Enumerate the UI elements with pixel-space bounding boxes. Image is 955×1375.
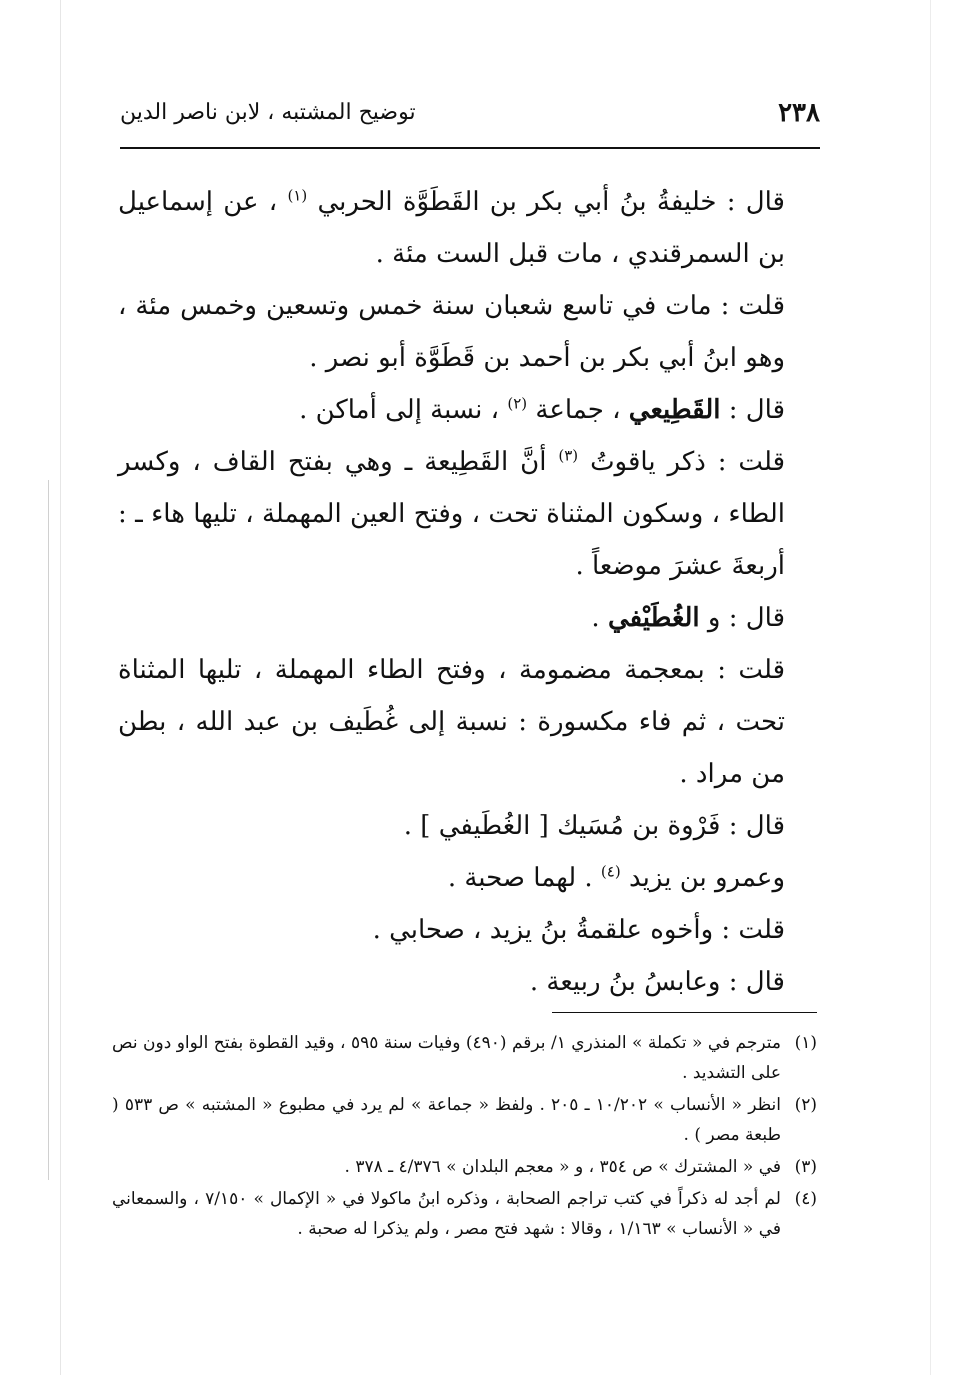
text-run: ، جماعة <box>527 395 629 425</box>
footnote-number: (٤) <box>794 1189 817 1209</box>
footnote-marker: (٣) <box>558 446 579 465</box>
text-run: قال : <box>720 395 785 425</box>
footnote-marker: (٢) <box>507 394 528 413</box>
footnote-text: في « المشترك » ص ٣٥٤ ، و « معجم البلدان » ٤/٣٧٦ ـ ٣٧٨ . <box>344 1157 781 1177</box>
paragraph-4 <box>118 436 817 592</box>
footnote-1 <box>112 1028 817 1088</box>
scan-artifact <box>930 0 931 1375</box>
paragraph-9: قلت : وأخوه علقمةُ بنُ يزيد ، صحابي . <box>372 915 785 945</box>
footnote-text: لم أجد له ذكراً في كتب تراجم الصحابة ، وذكره ابنُ ماكولا في « الإكمال » ٧/١٥٠ ، والسمعاني في « الأنساب » ١/١٦٣ ، وقالا : شهد فتح مصر ، ولم يذكرا له صحبة . <box>112 1189 781 1239</box>
footnote-text: مترجم في « تكملة » المنذري ١/ برقم (٤٩٠) وفيات سنة ٥٩٥ ، وقيد القطوة بفتح الواو دون نص على التشديد . <box>112 1033 781 1083</box>
paragraph-1 <box>118 176 817 280</box>
footnote-number: (١) <box>794 1033 817 1053</box>
text-run: قال : خليفةُ بنُ أبي بكر بن القَطَوَّة الحربي <box>307 187 785 217</box>
text-run: قلت : ذكر ياقوتُ <box>578 447 785 477</box>
paragraph-10: قال : وعابسُ بنُ ربيعة . <box>529 967 785 997</box>
text-run: ، عن إسماعيل بن السمرقندي ، مات قبل الست مئة . <box>118 187 785 269</box>
footnote-marker: (٤) <box>600 862 621 881</box>
scan-artifact <box>48 480 49 1180</box>
paragraph-8 <box>118 852 817 904</box>
footnote-text: انظر « الأنساب » ١٠/٢٠٢ ـ ٢٠٥ . ولفظ « جماعة » لم يرد في مطبوع « المشتبه » ص ٥٣٣ ( طبعة مصر ) . <box>112 1095 781 1145</box>
footnote-4 <box>112 1184 817 1244</box>
paragraph-6: قلت : بمعجمة مضمومة ، وفتح الطاء المهملة ، تليها المثناة تحت ، ثم فاء مكسورة : نسبة إلى غُطَيف بن عبد الله ، بطن من مراد . <box>118 655 785 789</box>
page-number: ٢٣٨ <box>778 98 820 128</box>
footnote-marker: (١) <box>287 186 308 205</box>
paragraph-5 <box>118 592 817 644</box>
text-run: أنَّ القَطِيعة ـ وهي بفتح القاف ، وكسر الطاء ، وسكون المثناة تحت ، وفتح العين المهملة ، تليها هاء ـ : أربعةَ عشرَ موضعاً . <box>118 447 785 581</box>
entry-headword: الغُطَيْفي <box>607 603 700 633</box>
footnote-3 <box>112 1152 817 1182</box>
footnotes <box>112 1028 817 1246</box>
paragraph-2: قلت : مات في تاسع شعبان سنة خمس وتسعين وخمس مئة ، وهو ابنُ أبي بكر بن أحمد بن قَطَوَّة أبو نصر . <box>118 291 786 373</box>
text-run: . <box>591 603 608 633</box>
page-header <box>120 88 820 134</box>
header-rule <box>120 147 820 149</box>
text-run: قال : و <box>699 603 785 633</box>
main-text <box>118 176 817 1008</box>
paragraph-3 <box>118 384 817 436</box>
footnote-2 <box>112 1090 817 1150</box>
running-title: توضيح المشتبه ، لابن ناصر الدين <box>120 100 416 125</box>
text-run: ، نسبة إلى أماكن . <box>299 395 508 425</box>
footnote-number: (٣) <box>794 1157 817 1177</box>
text-run: وعمرو بن يزيد <box>620 863 785 893</box>
paragraph-7: قال : فَرْوة بن مُسَيك [ الغُطَيفي ] . <box>403 811 785 841</box>
footnote-number: (٢) <box>794 1095 817 1115</box>
text-run: . لهما صحبة . <box>447 863 601 893</box>
footnote-separator <box>552 1012 817 1013</box>
scan-artifact <box>60 0 61 1375</box>
entry-headword: القَطِيعي <box>628 395 721 425</box>
